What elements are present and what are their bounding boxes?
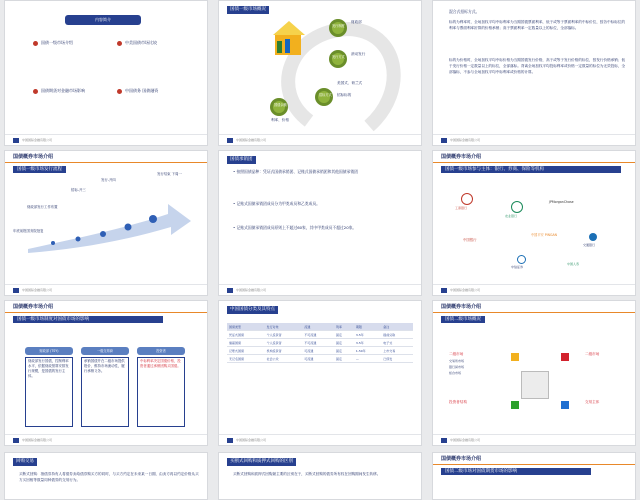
slide-tag: 回购交易	[13, 458, 37, 466]
slide-thumbnail-2[interactable]	[218, 0, 422, 146]
slide-footer: 中国国际金融有限公司	[433, 284, 635, 295]
node-desc: 利率、价格	[271, 118, 289, 122]
diagram-label: 交易所市场	[449, 359, 465, 363]
column-text-3: 中标利率决定国债价格，投资者通过承销团购买国债。	[140, 359, 181, 368]
step-label-4: 发行-开四	[101, 178, 116, 182]
node-label: 发行制度	[332, 24, 345, 28]
text-paragraph-2: 标的为价格时，全场加权平均中标价格为当期国债发行价格，高于或等于发行价格的标位，按发行价格承销；低于发行价格一定数量以上的标位，全部落标。背离全场加权平均投标利率或价格一定数量的标位为无效投标，全部落标，不参与全场加权平均中标利率或价格的计算。	[449, 58, 626, 74]
slide-footer: 中国国际金融有限公司	[219, 434, 421, 445]
table-header-cell: 流通	[302, 323, 334, 331]
slide-text: 买断式回购：指债券持有人将债券卖给债券购买方的同时，与买方约定在未来某一日期，由卖方再以约定价格从买方买回相等数量同种债券的交易行为。	[19, 472, 199, 482]
bank-logo-icon	[461, 193, 473, 205]
slide-thumbnail-6[interactable]	[432, 150, 636, 296]
logo-icon	[227, 438, 233, 443]
slide-footer: 中国国际金融有限公司	[5, 434, 207, 445]
slide-tag: 国债承销团	[227, 156, 256, 164]
slide-band: 国债二级市场概况	[441, 316, 485, 323]
diagram-label: 银行间市场	[449, 365, 465, 369]
bullet-dot	[33, 41, 38, 46]
slide-footer: 中国国际金融有限公司	[433, 434, 635, 445]
divider	[433, 162, 635, 163]
logo-label: 中国人寿	[567, 262, 580, 266]
slide-thumbnail-1[interactable]	[4, 0, 208, 146]
contents-item-1: 国债一级市场介绍	[41, 40, 73, 45]
slide-band: 国债一级市场参与主体：银行、券商、保险等机构	[441, 166, 621, 173]
step-label-3: 招标-开三	[71, 188, 86, 192]
column-text-2: 承销国债并在二级市场提供报价，维持市场流动性，履行承销义务。	[84, 359, 125, 373]
slide-footer: 中国国际金融有限公司	[219, 284, 421, 295]
slide-thumbnail-7[interactable]	[4, 300, 208, 446]
node-desc: 招标标的	[337, 93, 352, 97]
cube-icon	[561, 353, 569, 361]
bullet-2: • 记账式国债承销团成员分为甲类成员和乙类成员。	[233, 201, 320, 206]
node-desc: 财政部	[351, 20, 362, 24]
bank-logo-icon	[517, 255, 526, 264]
step-label-5: 发行结束 下周一	[157, 172, 182, 176]
logo-icon	[13, 288, 19, 293]
slide-title: 国债概券市场介绍	[13, 304, 54, 310]
bond-type-table	[227, 323, 413, 363]
slide-tag: 买断式回购和质押式回购的区别	[227, 458, 296, 466]
bullet-dot	[117, 89, 122, 94]
diagram-label: 柜台市场	[449, 371, 462, 375]
slide-title: 国债概券市场介绍	[441, 304, 482, 310]
bank-logo-icon	[511, 201, 523, 213]
slide-tag: 国债一级市场概况	[227, 6, 269, 14]
text-paragraph-1: 标的为利率时，全场加权平均中标利率为当期国债票面利率，低于或等于票面利率的中标价位，按各中标标位的利率与票面利率折算的价格承销；高于票面利率一定数量以上的标位，全部落标。	[449, 20, 626, 30]
center-cube	[521, 371, 549, 399]
slide-title: 国债概券市场介绍	[13, 154, 54, 160]
slide-text: 买断式回购和质押式回购最主要的区别在于，买断式回购的债券所有权在回购期间发生转移。	[233, 472, 381, 476]
contents-item-2: 中美国债市场比较	[125, 40, 157, 45]
slide-title: 国债概券市场介绍	[441, 456, 482, 462]
process-arrow	[23, 189, 193, 254]
divider	[433, 312, 635, 313]
divider	[5, 162, 207, 163]
step-label-2: 财政部发行工作布置	[27, 205, 58, 209]
table-header-cell: 备注	[381, 323, 413, 331]
contents-band: 内容简介	[65, 15, 141, 25]
slide-tag: 中国国债分类及其特点	[227, 306, 278, 314]
slide-thumbnail-12[interactable]	[432, 452, 636, 500]
table-header-cell: 国债类型	[227, 323, 265, 331]
column-head-1: 财政部 (TSY)	[25, 347, 73, 355]
divider	[5, 312, 207, 313]
table-header-cell: 期限	[354, 323, 381, 331]
contents-item-3: 国债期货对金融市场影响	[41, 88, 85, 93]
slide-thumbnail-11[interactable]	[218, 452, 422, 500]
bank-logo-icon	[589, 233, 597, 241]
cube-icon	[511, 353, 519, 361]
logo-label: JPMorganChase	[549, 200, 574, 204]
slide-title: 国债概券市场介绍	[441, 154, 482, 160]
logo-icon	[441, 438, 447, 443]
cube-icon	[511, 401, 519, 409]
step-label-1: 年底前报国务院批复	[13, 229, 44, 233]
table-header-cell: 利率	[334, 323, 354, 331]
diagram-label: 二级市场	[585, 352, 600, 356]
logo-icon	[441, 138, 447, 143]
node-label: 招标方式	[319, 93, 332, 97]
divider	[433, 464, 635, 465]
table-header-cell: 发行对象	[265, 323, 303, 331]
node-label: 国债余额	[274, 103, 287, 107]
logo-label: 农业银行	[505, 214, 518, 218]
diagram-label: 二级市场	[449, 352, 464, 356]
bullet-1: • 按照国债品种：凭证式国债承销团、记账式国债承销团和其他国债承销团	[233, 169, 358, 174]
diagram-label: 投资者结构	[449, 400, 467, 404]
slide-thumbnail-9[interactable]	[432, 300, 636, 446]
slide-footer: 中国国际金融有限公司	[5, 284, 207, 295]
logo-label: 工商银行	[455, 206, 468, 210]
logo-icon	[227, 288, 233, 293]
node-desc: 美国式、荷兰式	[337, 81, 363, 85]
table-row: 记账式国债 机构投资者 可流通 固定 1-50年 上市交易	[227, 347, 413, 355]
logo-icon	[441, 288, 447, 293]
slide-footer: 中国国际金融有限公司	[219, 134, 421, 145]
slide-thumbnail-3[interactable]	[432, 0, 636, 146]
logo-label: 中信证券	[511, 265, 524, 269]
logo-icon	[13, 138, 19, 143]
slide-band: 国债二级市场对国债期货市场的影响	[441, 468, 591, 475]
slide-footer: 中国国际金融有限公司	[5, 134, 207, 145]
slide-thumbnail-10[interactable]	[4, 452, 208, 500]
slide-thumbnail-5[interactable]	[218, 150, 422, 296]
slide-band: 国债一级市场发行流程	[13, 166, 66, 173]
table-row: 无记名国债 社会公众 可流通 固定 — 已停发	[227, 355, 413, 363]
cube-icon	[561, 401, 569, 409]
slide-footer: 中国国际金融有限公司	[433, 134, 635, 145]
node-desc: 滚动发行	[351, 52, 366, 56]
logo-label: 交通银行	[583, 243, 596, 247]
contents-item-4: 中国债务 国债融资	[125, 88, 159, 93]
table-row: 凭证式国债 个人投资者 不可流通 固定 3-5年 提前兑取	[227, 331, 413, 339]
logo-icon	[13, 438, 19, 443]
slide-thumbnail-4[interactable]	[4, 150, 208, 296]
bullet-dot	[33, 89, 38, 94]
slide-band: 国债一级市场制度对国债市场的影响	[13, 316, 163, 323]
table-row: 储蓄国债 个人投资者 不可流通 固定 3-5年 电子式	[227, 339, 413, 347]
logo-icon	[227, 138, 233, 143]
column-head-3: 投资者	[137, 347, 185, 355]
logo-label: 中国银行	[463, 238, 477, 242]
column-text-1: 财政部发行国债，控制利率水平，依据财政预算安排发行规模，是国债的发行主体。	[28, 359, 69, 378]
diagram-label: 交易主体	[585, 400, 600, 404]
column-head-2: 一级交易商	[81, 347, 129, 355]
slide-thumbnail-8[interactable]	[218, 300, 422, 446]
text-line-1: 混合式招标方式。	[449, 9, 480, 14]
bullet-3: • 记账式国债承销团成员原则上不超过60家，其中甲类成员不超过20家。	[233, 225, 357, 230]
logo-label: 中国平安 PINGAN	[531, 233, 558, 237]
node-label: 发行方式	[332, 55, 345, 59]
bullet-dot	[117, 41, 122, 46]
